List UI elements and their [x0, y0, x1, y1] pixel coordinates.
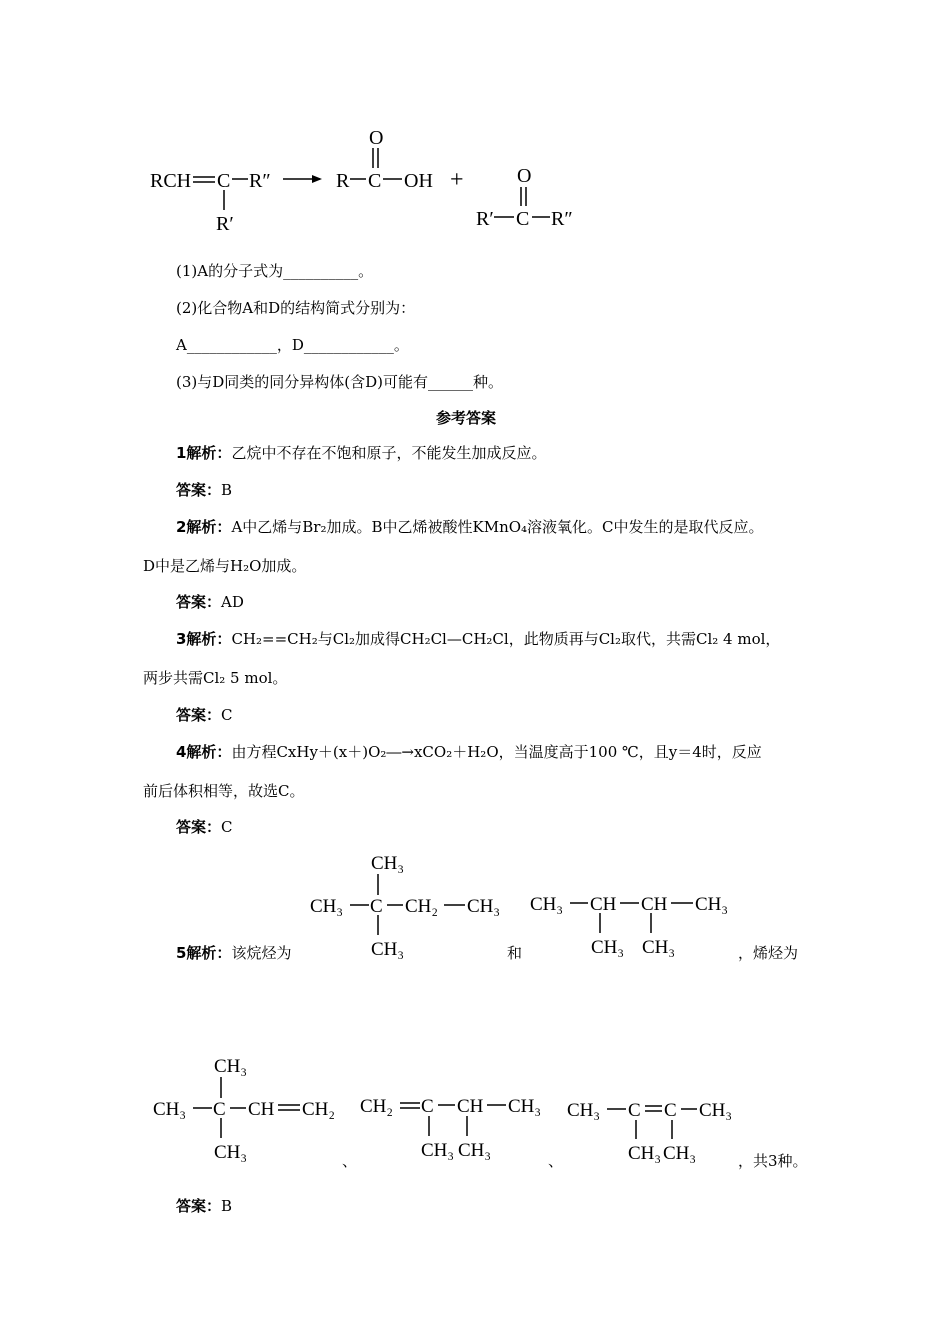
- a2-ch2: CH₂: [360, 1096, 394, 1117]
- answer-5-ans-label: 答案：: [176, 1197, 222, 1215]
- p1-c: C: [368, 170, 382, 192]
- s1-c: C: [370, 896, 383, 917]
- a1-ch3-bottom: CH₃: [214, 1142, 248, 1163]
- answer-2-ans-label: 答案：: [176, 593, 222, 611]
- lhs-c: C: [217, 170, 231, 192]
- p1-o: O: [369, 127, 384, 149]
- a3-ch3-b2: CH₃: [663, 1143, 697, 1164]
- answer-2-text-1: A中乙烯与Br₂加成。B中乙烯被酸性KMnO₄溶液氧化。C中发生的是取代反应。: [231, 518, 764, 536]
- answer-5-result: [176, 1196, 232, 1216]
- p1-oh: OH: [404, 170, 433, 192]
- s1-ch3-bottom: CH₃: [371, 939, 405, 960]
- answer-4-result: [176, 817, 233, 837]
- answer-5-explanation: [176, 943, 291, 963]
- a2-ch: CH: [457, 1096, 484, 1117]
- answer-2-result: [176, 592, 244, 612]
- question-3: (3)与D同类的同分异构体(含D)可能有______种。: [176, 373, 504, 391]
- alkene-structure-2: [355, 1086, 555, 1166]
- p2-r1: R′: [476, 208, 494, 230]
- answer-3-explanation: [176, 629, 780, 649]
- a1-c: C: [213, 1099, 226, 1120]
- s2-ch3-right: CH₃: [695, 894, 729, 915]
- a2-ch3-b1: CH₃: [421, 1140, 455, 1161]
- answer-3-result: [176, 705, 233, 725]
- answer-1-explanation: [176, 443, 546, 463]
- answer-1-ans: B: [221, 481, 233, 499]
- answers-title: 参考答案: [436, 409, 497, 427]
- answer-5-text-f: ，共3种。: [738, 1152, 808, 1170]
- answer-1-text: 乙烷中不存在不饱和原子，不能发生加成反应。: [231, 444, 547, 462]
- lhs-r1: R′: [216, 213, 234, 235]
- a1-ch3-left: CH₃: [153, 1099, 187, 1120]
- answer-5-text-d: 、: [342, 1152, 358, 1170]
- answer-1-ans-label: 答案：: [176, 481, 222, 499]
- a3-c-1: C: [628, 1100, 641, 1121]
- answer-5-ans: B: [221, 1197, 233, 1215]
- answer-5-text-e: 、: [548, 1152, 564, 1170]
- answer-4-label: 4解析：: [176, 743, 232, 761]
- answer-4-ans: C: [221, 818, 233, 836]
- a3-c-2: C: [664, 1100, 677, 1121]
- s2-ch-1: CH: [590, 894, 617, 915]
- s2-ch3-b1: CH₃: [591, 937, 625, 958]
- s1-ch3-left: CH₃: [310, 896, 344, 917]
- question-2-blanks: A____________，D____________。: [176, 336, 409, 354]
- lhs-rch: RCH: [150, 170, 192, 192]
- answer-5-text-b: 和: [507, 944, 523, 962]
- answer-5-label: 5解析：: [176, 944, 232, 962]
- answer-2-text-2: D中是乙烯与H₂O加成。: [143, 557, 307, 575]
- alkane-structure-2: [525, 880, 740, 970]
- a2-ch3-b2: CH₃: [458, 1140, 492, 1161]
- answer-5-text-a: 该烷烃为: [231, 944, 292, 962]
- s2-ch3-left: CH₃: [530, 894, 564, 915]
- s1-ch2: CH₂: [405, 896, 439, 917]
- a1-ch3-top: CH₃: [214, 1056, 248, 1077]
- answer-1-label: 1解析：: [176, 444, 232, 462]
- s2-ch-2: CH: [641, 894, 668, 915]
- a3-ch3-b1: CH₃: [628, 1143, 662, 1164]
- s1-ch3-top: CH₃: [371, 853, 405, 874]
- answer-3-ans: C: [221, 706, 233, 724]
- answer-4-explanation: [176, 742, 762, 762]
- answer-4-ans-label: 答案：: [176, 818, 222, 836]
- p1-r: R: [336, 170, 350, 192]
- answer-2-label: 2解析：: [176, 518, 232, 536]
- alkane-structure-1: [305, 845, 510, 965]
- a3-ch3-left: CH₃: [567, 1100, 601, 1121]
- s2-ch3-b2: CH₃: [642, 937, 676, 958]
- p2-o: O: [517, 165, 532, 187]
- answer-1-result: [176, 480, 232, 500]
- answer-3-label: 3解析：: [176, 630, 232, 648]
- s1-ch3-right: CH₃: [467, 896, 501, 917]
- question-1: (1)A的分子式为__________。: [176, 262, 374, 280]
- a2-c: C: [421, 1096, 434, 1117]
- answer-2-explanation: [176, 517, 764, 537]
- alkene-structure-3: [562, 1088, 742, 1168]
- question-2: (2)化合物A和D的结构简式分别为：: [176, 299, 416, 317]
- plus-sign: +: [450, 167, 464, 193]
- answer-4-text-2: 前后体积相等，故选C。: [143, 782, 305, 800]
- lhs-r2: R″: [249, 170, 271, 192]
- answer-2-ans: AD: [221, 593, 244, 611]
- alkene-structure-1: [148, 1048, 348, 1170]
- answer-3-text-2: 两步共需Cl₂ 5 mol。: [143, 669, 288, 687]
- a1-ch2: CH₂: [302, 1099, 336, 1120]
- answer-3-ans-label: 答案：: [176, 706, 222, 724]
- a1-ch: CH: [248, 1099, 275, 1120]
- a3-ch3-right: CH₃: [699, 1100, 733, 1121]
- answer-4-text-1: 由方程CxHy＋(x＋)O₂―→xCO₂＋H₂O，当温度高于100 ℃，且y＝4时，反应: [231, 743, 762, 761]
- a2-ch3-right: CH₃: [508, 1096, 542, 1117]
- answer-3-text-1: CH₂==CH₂与Cl₂加成得CH₂Cl—CH₂Cl，此物质再与Cl₂取代，共需Cl₂ 4 mol，: [231, 630, 781, 648]
- ozonolysis-reaction-scheme: [140, 120, 600, 240]
- p2-r2: R″: [551, 208, 573, 230]
- p2-c: C: [516, 208, 530, 230]
- answer-5-text-c: ，烯烃为: [738, 944, 799, 962]
